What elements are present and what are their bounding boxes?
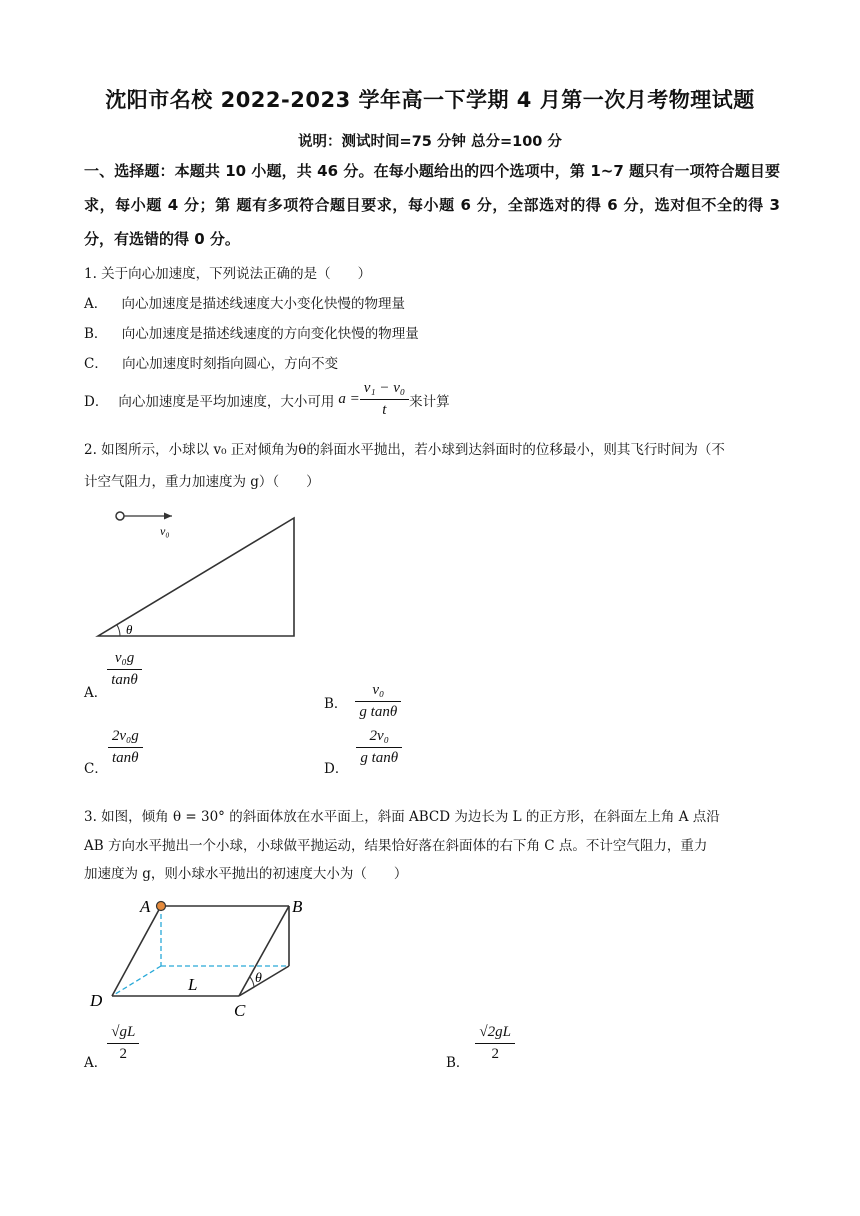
angle-arc [117, 625, 120, 636]
exam-note: 说明：测试时间=75 分钟 总分=100 分 [298, 134, 562, 150]
option-fraction [355, 682, 401, 721]
q1-stem: 1. 关于向心加速度，下列说法正确的是（ ） [84, 266, 372, 282]
page-title: 沈阳市名校 2022-2023 学年高一下学期 4 月第一次月考物理试题 [105, 88, 755, 112]
label-c: C [234, 1001, 246, 1020]
option-letter: C． [84, 761, 108, 777]
fraction-denominator: 2 [119, 1046, 128, 1062]
option-text: 向心加速度是平均加速度，大小可用 [118, 393, 335, 410]
formula-fraction [360, 380, 409, 419]
ball-icon [116, 512, 124, 520]
option-text: 向心加速度时刻指向圆心，方向不变 [122, 356, 339, 372]
fraction-denominator: g tanθ [360, 750, 399, 766]
fraction-numerator: v₀g [107, 650, 142, 670]
option-fraction [108, 728, 143, 767]
q2-incline-figure [90, 500, 310, 646]
formula-lhs: a = [338, 391, 360, 407]
section-heading: 一、选择题：本题共 10 小题，共 46 分。在每小题给出的四个选项中，第 1~7 题只有一项符合题目要求，每小题 4 分；第 题有多项符合题目要求，每小题 6 分，全部选对的得 6 分，选对但不全的得 3 分，有选错的得 0 分。 [84, 162, 780, 248]
fraction-denominator: tanθ [112, 750, 139, 766]
fraction-numerator: √gL [107, 1024, 139, 1044]
velocity-label: v₀ [160, 524, 170, 538]
q3-stem-line2: AB 方向水平抛出一个小球，小球做平抛运动，结果恰好落在斜面体的右下角 C 点。不计空气阻力，重力 [84, 838, 708, 854]
option-fraction [475, 1024, 515, 1063]
fraction-denominator: 2 [491, 1046, 499, 1062]
option-letter: B． [446, 1055, 470, 1071]
option-letter: A． [84, 685, 108, 701]
fraction-denominator: g tanθ [359, 704, 398, 720]
q2-stem-line2: 计空气阻力，重力加速度为 g）（ ） [84, 474, 320, 490]
option-tail: 来计算 [409, 393, 450, 410]
q3-slope-figure [84, 890, 314, 1026]
label-l: L [188, 975, 198, 994]
label-d: D [90, 991, 103, 1010]
edge-bc [239, 906, 289, 996]
q2-option-a[interactable] [84, 650, 142, 703]
option-letter: A． [84, 296, 108, 312]
option-fraction [107, 1024, 139, 1063]
q2-stem-line1: 2. 如图所示，小球以 v₀ 正对倾角为θ的斜面水平抛出，若小球到达斜面时的位移最小，则其飞行时间为（不 [84, 442, 725, 458]
option-letter: B． [84, 326, 108, 342]
ball-icon [157, 902, 166, 911]
incline-triangle [98, 518, 294, 636]
option-text: 向心加速度是描述线速度大小变化快慢的物理量 [121, 296, 406, 312]
fraction-numerator: 2v₀g [108, 728, 143, 748]
q3-option-b[interactable] [446, 1024, 515, 1073]
q1-option-c[interactable] [84, 352, 338, 372]
label-a: A [140, 897, 151, 916]
angle-label: θ [255, 971, 262, 986]
fraction-numerator: v₁ − v₀ [360, 380, 409, 400]
option-letter: A． [84, 1055, 108, 1071]
fraction-numerator: v₀ [355, 682, 401, 702]
edge-ad [112, 906, 161, 996]
angle-arc [250, 977, 254, 987]
q1-option-a[interactable] [84, 292, 405, 312]
q1-option-d[interactable] [84, 380, 450, 419]
q3-option-a[interactable] [84, 1024, 139, 1073]
fraction-denominator: t [382, 402, 387, 418]
option-letter: D． [84, 393, 109, 410]
q3-stem-line3: 加速度为 g，则小球水平抛出的初速度大小为（ ） [84, 866, 408, 882]
label-b: B [292, 897, 303, 916]
arrow-head-icon [164, 513, 172, 520]
q2-option-b[interactable] [324, 682, 401, 721]
fraction-numerator: √2gL [475, 1024, 515, 1044]
q2-option-d[interactable] [324, 728, 402, 779]
fraction-denominator: tanθ [111, 672, 138, 688]
q2-option-c[interactable] [84, 728, 143, 779]
option-fraction [356, 728, 402, 767]
option-letter: C． [84, 356, 108, 372]
option-text: 向心加速度是描述线速度的方向变化快慢的物理量 [121, 326, 419, 342]
option-letter: B． [324, 695, 348, 712]
q3-stem-line1: 3. 如图，倾角 θ = 30° 的斜面体放在水平面上，斜面 ABCD 为边长为 L 的正方形，在斜面左上角 A 点沿 [84, 809, 720, 825]
option-fraction [107, 650, 142, 689]
option-letter: D． [324, 761, 349, 777]
angle-label: θ [126, 622, 133, 637]
fraction-numerator: 2v₀ [356, 728, 402, 748]
q1-option-b[interactable] [84, 322, 419, 342]
